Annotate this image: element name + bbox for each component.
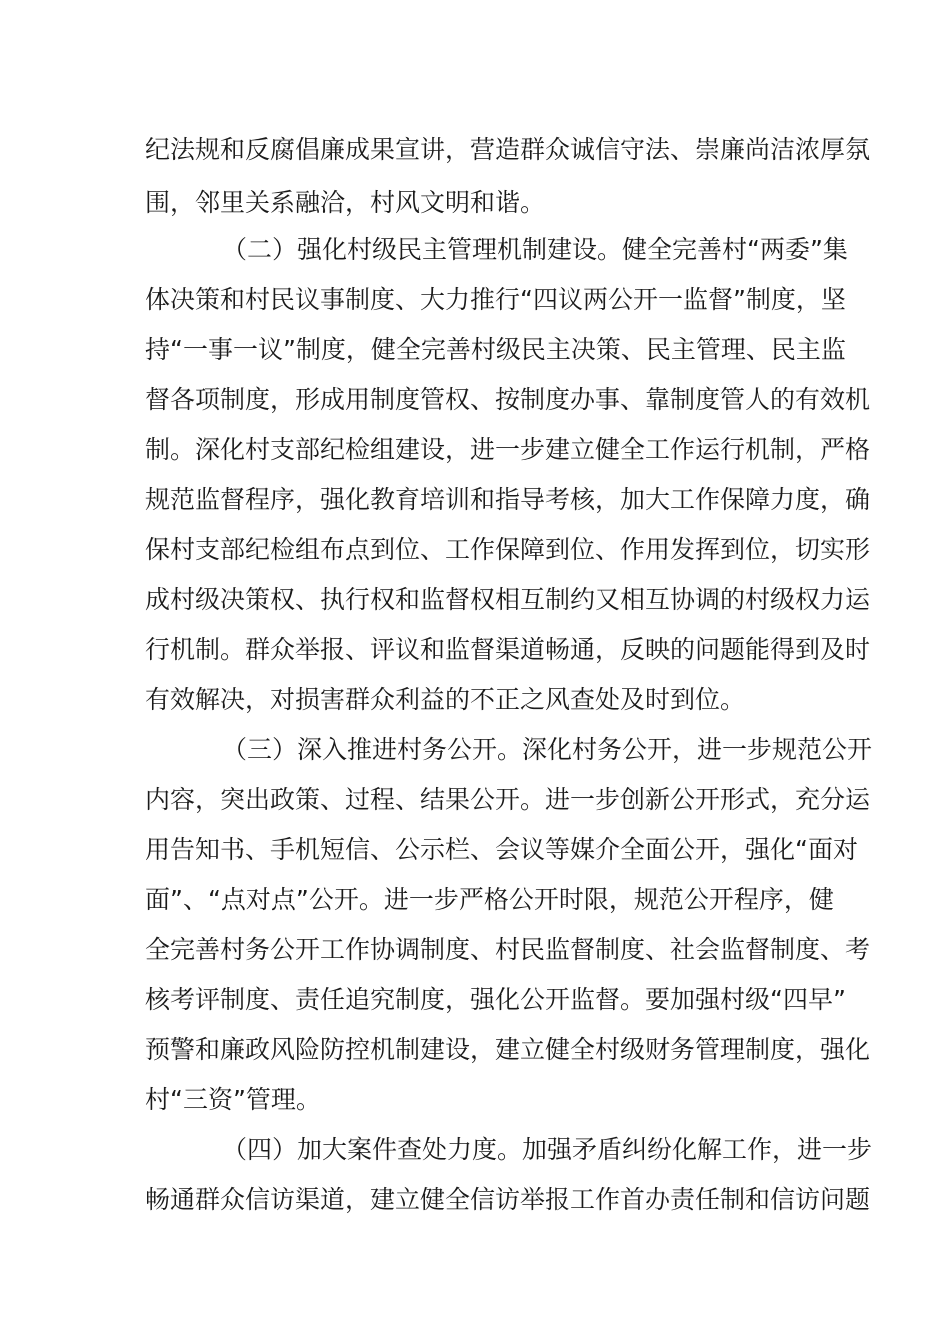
body-text-line: 核考评制度、责任追究制度，强化公开监督。要加强村级“四早”: [145, 985, 846, 1014]
body-text-line: 持“一事一议”制度，健全完善村级民主决策、民主管理、民主监: [145, 335, 846, 364]
body-text-line: 全完善村务公开工作协调制度、村民监督制度、社会监督制度、考: [145, 935, 871, 964]
body-text-line: 成村级决策权、执行权和监督权相互制约又相互协调的村级权力运: [145, 585, 871, 614]
body-text-line: 制。深化村支部纪检组建设，进一步建立健全工作运行机制，严格: [145, 435, 871, 464]
body-text-line: 用告知书、手机短信、公示栏、会议等媒介全面公开，强化“面对: [145, 835, 858, 864]
body-text-line: 内容，突出政策、过程、结果公开。进一步创新公开形式，充分运: [145, 785, 871, 814]
body-text-line: 督各项制度，形成用制度管权、按制度办事、靠制度管人的有效机: [145, 385, 871, 414]
body-text-line: 有效解决，对损害群众利益的不正之风查处及时到位。: [145, 685, 746, 714]
body-text-line: 面”、“点对点”公开。进一步严格公开时限，规范公开程序，健: [145, 885, 834, 914]
body-text-line: 围，邻里关系融洽，村风文明和谐。: [145, 188, 546, 217]
body-text-line: 体决策和村民议事制度、大力推行“四议两公开一监督”制度，坚: [145, 285, 846, 314]
body-text-line: 村“三资”管理。: [145, 1085, 321, 1114]
section-heading-line: （二）强化村级民主管理机制建设。健全完善村“两委”集: [222, 235, 848, 264]
body-text-line: 预警和廉政风险防控机制建设，建立健全村级财务管理制度，强化: [145, 1035, 871, 1064]
body-text-line: 畅通群众信访渠道，建立健全信访举报工作首办责任制和信访问题: [145, 1185, 871, 1214]
body-text-line: 规范监督程序，强化教育培训和指导考核，加大工作保障力度，确: [145, 485, 871, 514]
body-text-line: 行机制。群众举报、评议和监督渠道畅通，反映的问题能得到及时: [145, 635, 871, 664]
section-heading-line: （三）深入推进村务公开。深化村务公开，进一步规范公开: [222, 735, 873, 764]
section-heading-line: （四）加大案件查处力度。加强矛盾纠纷化解工作，进一步: [222, 1135, 873, 1164]
body-text-line: 纪法规和反腐倡廉成果宣讲，营造群众诚信守法、崇廉尚洁浓厚氛: [145, 135, 871, 164]
body-text-line: 保村支部纪检组布点到位、工作保障到位、作用发挥到位，切实形: [145, 535, 871, 564]
